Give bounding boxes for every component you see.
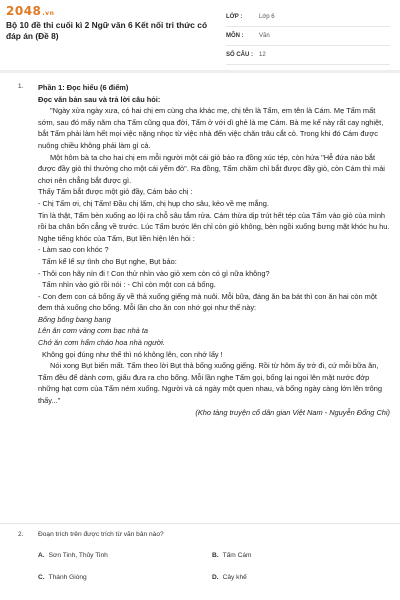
passage-paragraph: - Làm sao con khóc ? [38, 245, 109, 255]
meta-row-count [226, 46, 390, 65]
answer-option-a[interactable] [38, 552, 108, 559]
question-number: 1. [18, 83, 24, 90]
option-letter: C. [38, 574, 45, 581]
meta-row-subject [226, 27, 390, 46]
poem-line: Chớ ăn cơm hẩm cháo hoa nhà người. [38, 338, 165, 348]
answer-option-b[interactable] [212, 552, 252, 559]
question-2 [0, 528, 400, 600]
option-text: Thánh Gióng [48, 574, 87, 581]
question-number: 2. [18, 531, 24, 538]
meta-table [226, 8, 390, 65]
option-text: Sơn Tinh, Thủy Tinh [48, 552, 108, 559]
passage-paragraph: Tấm nhìn vào giỏ rồi nói : - Chỉ còn một con cá bống. [42, 280, 216, 290]
passage-paragraph: "Ngày xửa ngày xưa, có hai chị em cùng cha khác mẹ, chị tên là Tấm, em tên là Cám. Mẹ Tấm mất sớm, sau đó mấy năm cha Tấm cũng qua đời, Tấm ở với dì ghẻ là mẹ Cám. Bà mẹ kế này rất cay nghiệt, bắt Tấm phải làm hết mọi việc nặng nhọc từ việc nhà đến việc chăn trâu cắt cỏ. Trong khi đó Cám được nuông chiều không phải làm gì cả. [38, 106, 384, 150]
passage-paragraph: Tấm kể lể sự tình cho Bụt nghe, Bụt bảo: [42, 256, 177, 266]
document-title: Bộ 10 đề thi cuối kì 2 Ngữ văn 6 Kết nối tri thức có đáp án (Đề 8) [6, 20, 208, 41]
question-separator [0, 523, 400, 524]
passage-paragraph: Nói xong Bụt biến mất. Tấm theo lời Bụt thả bống xuống giếng. Rồi từ hôm ấy trở đi, cứ mỗi bữa ăn, Tấm đều để dành cơm, giấu đưa ra cho bống. Mỗi lần nghe Tấm gọi, bống lại ngoi lên mặt nước đớp những hạt cơm của Tấm ném xuống. Người và cá ngày một quen nhau, và bống ngày càng lớn lên trông thấy..." [38, 361, 382, 406]
question-text: Đoạn trích trên được trích từ văn bản nào? [38, 531, 164, 538]
option-letter: D. [212, 574, 219, 581]
meta-value: Lớp 6 [259, 14, 275, 20]
instruction: Đọc văn bản sau và trả lời câu hỏi: [38, 94, 161, 104]
passage-paragraph: Thấy Tấm bắt được một giỏ đầy, Cám bảo chị : [38, 187, 193, 197]
site-logo[interactable] [6, 4, 54, 18]
logo-main: 2048 [6, 4, 42, 18]
passage-paragraph: Tin là thật, Tấm bèn xuống ao lội ra chỗ sâu tắm rửa. Cám thừa dịp trút hết tép của Tấm vào giỏ của mình rồi ba chân bốn cẳng về trước. Lúc Tấm bước lên chỉ còn giỏ không, bèn ngồi xuống bưng mặt khóc hu hu. Nghe tiếng khóc của Tấm, Bụt liền hiện lên hỏi : [38, 210, 390, 243]
option-text: Tấm Cám [222, 552, 252, 559]
passage-paragraph: Không gọi đúng như thế thì nó không lên, con nhớ lấy ! [42, 349, 223, 359]
meta-label: SỐ CÂU : [226, 52, 253, 58]
meta-label: LỚP : [226, 14, 243, 20]
poem-line: Lên ăn cơm vàng cơm bạc nhà ta [38, 326, 149, 336]
passage-paragraph: Một hôm bà ta cho hai chị em mỗi người một cái giỏ bảo ra đồng xúc tép, còn hứa "Hễ đứa nào bắt được đầy giỏ thì thưởng cho một cái yếm đỏ". Ra đồng, Tấm chăm chỉ bắt được đầy giỏ, còn Cám thì mải chơi nên chẳng bắt được gì. [38, 152, 385, 185]
option-letter: A. [38, 552, 45, 559]
meta-value: Văn [259, 33, 270, 39]
option-text: Cây khế [222, 574, 247, 581]
header-divider [0, 70, 400, 73]
poem-line: Bống bống bang bang [38, 314, 111, 324]
passage-paragraph: - Con đem con cá bống ấy về thả xuống giếng mà nuôi. Mỗi bữa, đáng ăn ba bát thì con ăn hai còn một đem thả xuống cho bống. Mỗi lần cho ăn con nhớ gọi như thế này: [38, 291, 377, 313]
section-heading: Phần 1: Đọc hiểu (6 điểm) [38, 83, 129, 92]
answer-option-d[interactable] [212, 574, 247, 581]
option-letter: B. [212, 552, 219, 559]
passage-paragraph: - Chị Tấm ơi, chị Tấm! Đầu chị lấm, chị hụp cho sâu, kẻo về mẹ mắng. [38, 198, 269, 208]
passage-paragraph: - Thôi con hãy nín đi ! Con thử nhìn vào giỏ xem còn có gì nữa không? [38, 268, 270, 278]
logo-suffix: .vn [42, 10, 55, 17]
reading-passage [38, 82, 390, 418]
meta-value: 12 [259, 52, 266, 58]
answer-option-c[interactable] [38, 574, 87, 581]
meta-label: MÔN : [226, 33, 244, 39]
passage-source: (Kho tàng truyện cổ dân gian Việt Nam - Nguyễn Đổng Chi) [195, 407, 390, 417]
page-header [0, 0, 400, 66]
meta-row-class [226, 8, 390, 27]
